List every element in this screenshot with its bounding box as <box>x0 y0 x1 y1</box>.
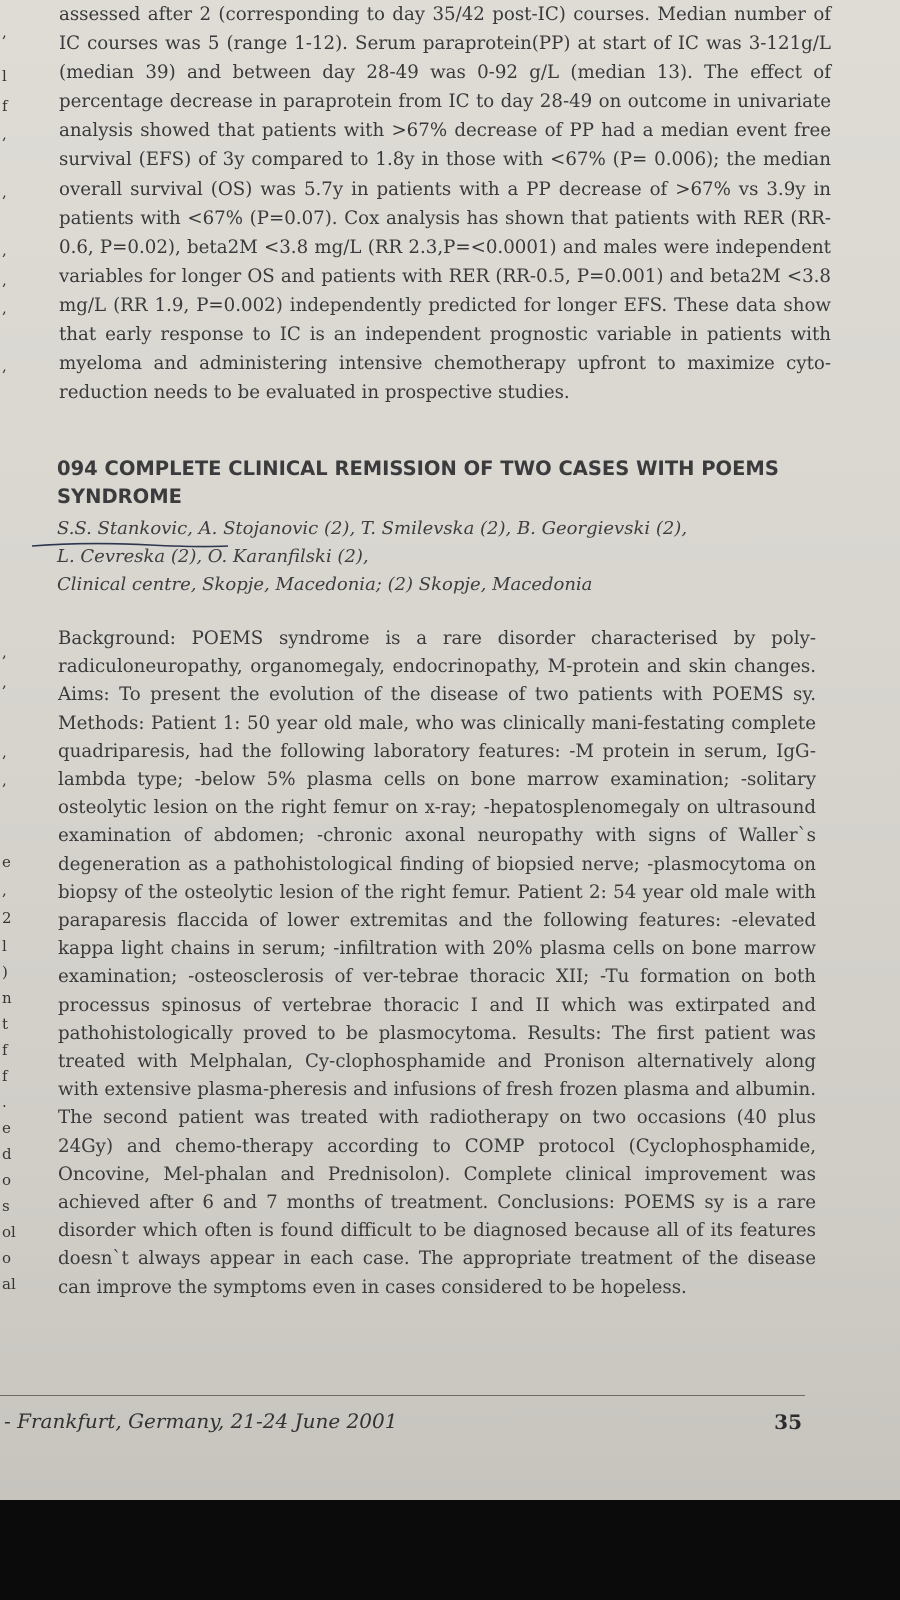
footer-divider <box>0 1395 805 1396</box>
gutter-fragment: f <box>2 1041 8 1059</box>
authors-line-2: L. Cevreska (2), O. Karanfilski (2), <box>57 546 369 567</box>
gutter-fragment: , <box>2 241 7 259</box>
gutter-fragment: , <box>2 299 7 317</box>
gutter-fragment: , <box>2 23 7 41</box>
affiliation: Clinical centre, Skopje, Macedonia; (2) Skopje, Macedonia <box>57 574 593 595</box>
previous-column-fragments <box>0 0 28 1420</box>
abstract-title: COMPLETE CLINICAL REMISSION OF TWO CASES WITH POEMS SYNDROME <box>57 457 779 508</box>
footer-venue: - Frankfurt, Germany, 21-24 June 2001 <box>4 1409 398 1433</box>
gutter-fragment: al <box>2 1275 16 1293</box>
gutter-fragment: , <box>2 183 7 201</box>
gutter-fragment: , <box>2 357 7 375</box>
gutter-fragment: d <box>2 1145 12 1163</box>
gutter-fragment: , <box>2 643 7 661</box>
gutter-fragment: t <box>2 1015 9 1033</box>
gutter-fragment: s <box>2 1197 10 1215</box>
author-block <box>57 515 817 599</box>
gutter-fragment: , <box>2 743 7 761</box>
abstract-number: 094 <box>57 457 98 480</box>
gutter-fragment: o <box>2 1171 12 1189</box>
previous-abstract-conclusion: assessed after 2 (corresponding to day 35/42 post-IC) courses. Median number of IC courses was 5 (range 1-12). Serum paraprotein(PP) at start of IC was 3-121g/L (median 39) and between day 28-49 was 0-92 g/L (median 13). The effect of percentage decrease in paraprotein from IC to day 28-49 on outcome in univariate analysis showed that patients with >67% decrease of PP had a median event free survival (EFS) of 3y compared to 1.8y in those with <67% (P= 0.006); the median overall survival (OS) was 5.7y in patients with a PP decrease of >67% vs 3.9y in patients with <67% (P=0.07). Cox analysis has shown that patients with RER (RR-0.6, P=0.02), beta2M <3.8 mg/L (RR 2.3,P=<0.0001) and males were independent variables for longer OS and patients with RER (RR-0.5, P=0.001) and beta2M <3.8 mg/L (RR 1.9, P=0.002) independently predicted for longer EFS. These data show that early response to IC is an independent prognostic variable in patients with myeloma and administering intensive chemotherapy upfront to maximize cyto-reduction needs to be evaluated in prospective studies. <box>59 4 831 404</box>
gutter-fragment: , <box>2 881 7 899</box>
gutter-fragment: n <box>2 989 12 1007</box>
gutter-fragment: . <box>2 1093 7 1111</box>
pen-underline-mark <box>30 541 230 551</box>
authors-line-1: S.S. Stankovic, A. Stojanovic (2), T. Smilevska (2), B. Georgievski (2), <box>57 518 688 539</box>
gutter-fragment: l <box>2 67 7 85</box>
gutter-fragment: e <box>2 1119 11 1137</box>
abstract-body: Background: POEMS syndrome is a rare disorder characterised by poly-radiculoneuropathy, organomegaly, endocrinopathy, M-protein and skin changes. Aims: To present the evolution of the disease of two patients with POEMS sy. Methods: Patient 1: 50 year old male, who was clinically mani-festating complete quadriparesis, had the following laboratory features: -M protein in serum, IgG-lambda type; -below 5% plasma cells on bone marrow examination; -solitary osteolytic lesion on the right femur on x-ray; -hepatosplenomegaly on ultrasound examination of abdomen; -chronic axonal neuropathy with signs of Waller`s degeneration as a pathohistological finding of biopsied nerve; -plasmocytoma on biopsy of the osteolytic lesion of the right femur. Patient 2: 54 year old male with paraparesis flaccida of lower extremitas and the following features: -elevated kappa light chains in serum; -infiltration with 20% plasma cells on bone marrow examination; -osteosclerosis of ver-tebrae thoracic XII; -Tu formation on both processus spinosus of vertebrae thoracic I and II which was extirpated and pathohistologically proved to be plasmocytoma. Results: The first patient was treated with Melphalan, Cy-clophosphamide and Pronison alternatively along with extensive plasma-pheresis and infusions of fresh frozen plasma and albumin. The second patient was treated with radiotherapy on two occasions (40 plus 24Gy) and chemo-therapy according to COMP protocol (Cyclophosphamide, Oncovine, Mel-phalan and Prednisolon). Complete clinical improvement was achieved after 6 and 7 months of treatment. Conclusions: POEMS sy is a rare disorder which often is found difficult to be diagnosed because all of its features doesn`t always appear in each case. The appropriate treatment of the disease can improve the symptoms even in cases considered to be hopeless. <box>58 628 816 1298</box>
gutter-fragment: f <box>2 1067 8 1085</box>
gutter-fragment: 2 <box>2 909 12 927</box>
gutter-fragment: l <box>2 937 7 955</box>
gutter-fragment: e <box>2 853 11 871</box>
gutter-fragment: o <box>2 1249 12 1267</box>
page-number: 35 <box>774 1410 802 1434</box>
gutter-fragment: ) <box>2 963 8 981</box>
gutter-fragment: , <box>2 771 7 789</box>
gutter-fragment: , <box>2 271 7 289</box>
gutter-fragment: ol <box>2 1223 16 1241</box>
abstract-heading <box>57 455 817 511</box>
gutter-fragment: , <box>2 673 7 691</box>
gutter-fragment: , <box>2 125 7 143</box>
gutter-fragment: f <box>2 97 8 115</box>
